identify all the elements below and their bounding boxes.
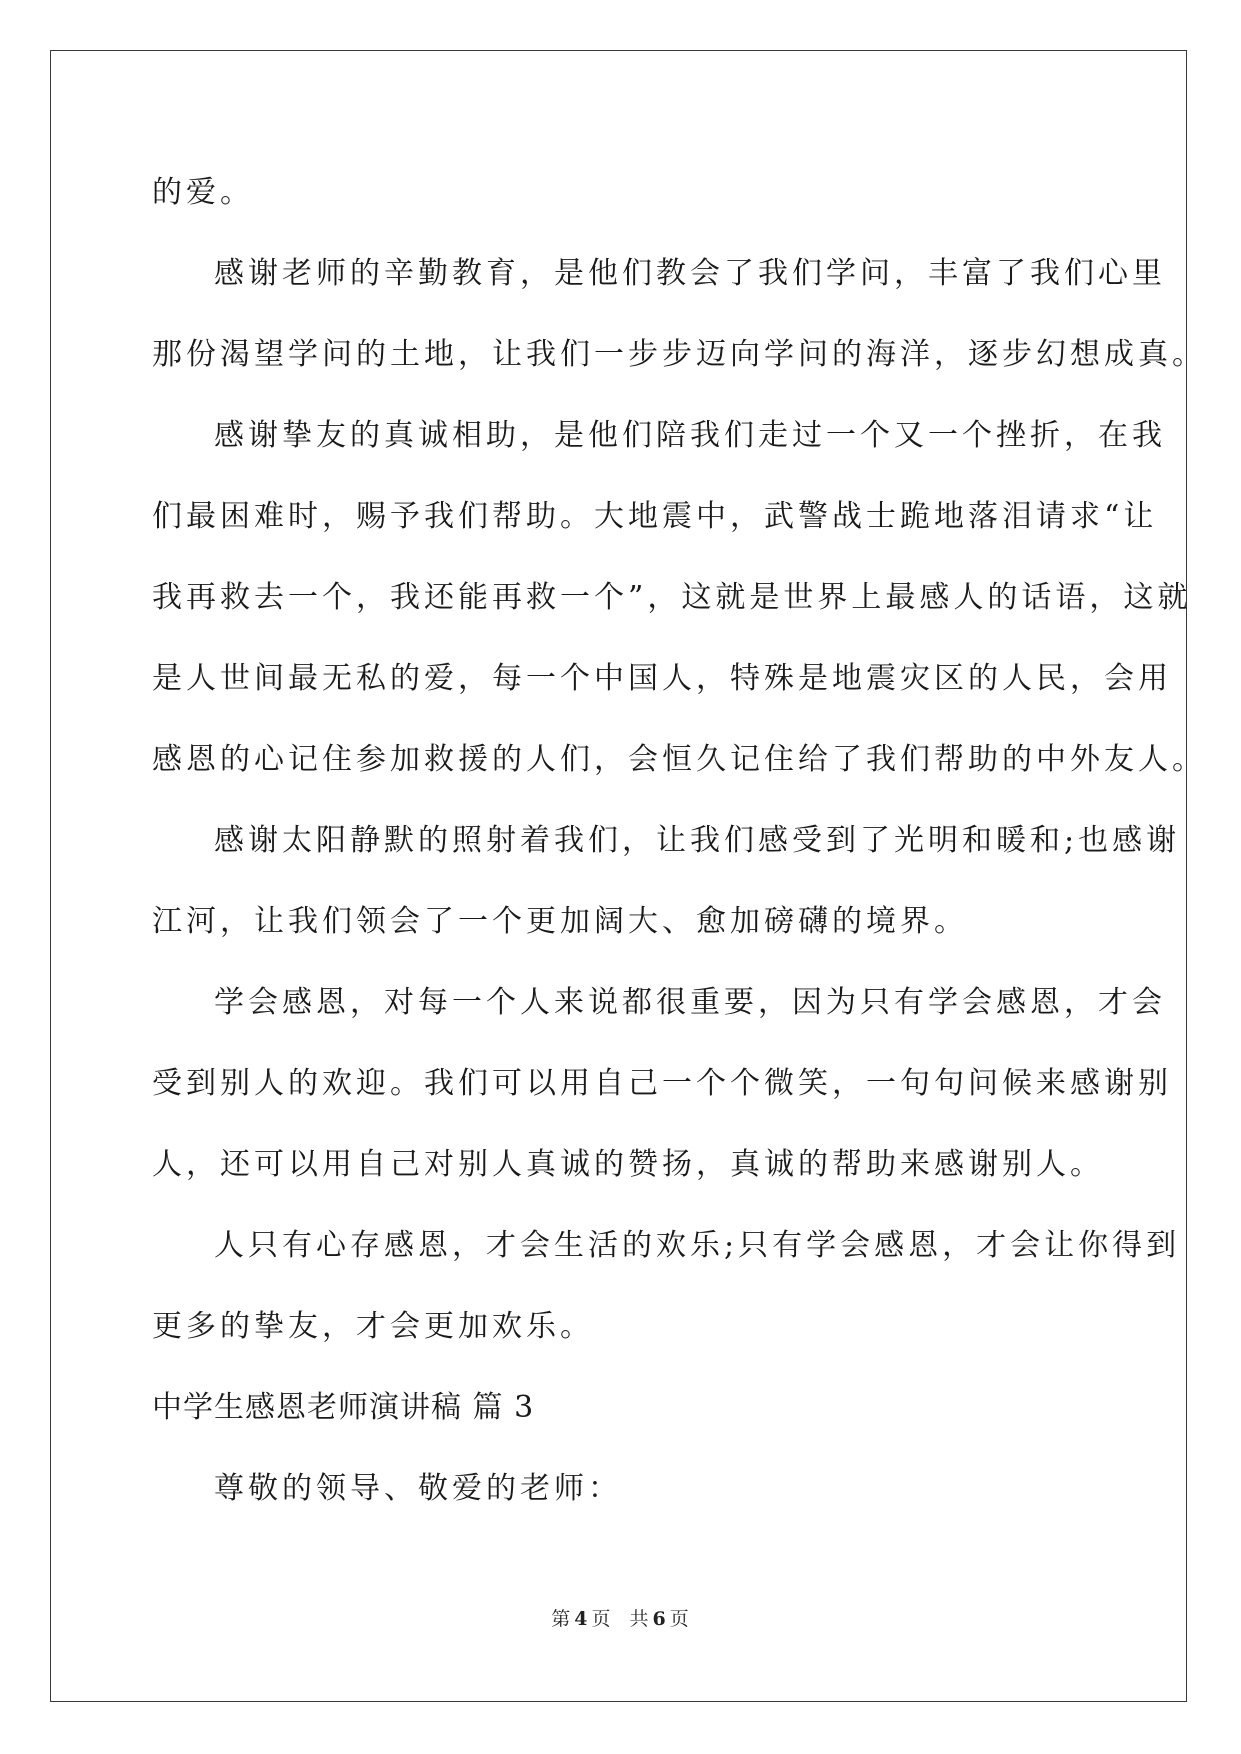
document-body bbox=[152, 152, 1206, 1529]
paragraph-start: 感谢老师的辛勤教育，是他们教会了我们学问，丰富了我们心里 bbox=[214, 256, 1166, 291]
page-number-footer bbox=[0, 1604, 1241, 1631]
paragraph-start: 学会感恩，对每一个人来说都很重要，因为只有学会感恩，才会 bbox=[214, 985, 1166, 1020]
text-line: 更多的挚友，才会更加欢乐。 bbox=[152, 1309, 594, 1344]
paragraph-start: 感谢挚友的真诚相助，是他们陪我们走过一个又一个挫折，在我 bbox=[214, 418, 1166, 453]
footer-prefix: 第 bbox=[551, 1608, 572, 1630]
text-line: 江河，让我们领会了一个更加阔大、愈加磅礴的境界。 bbox=[152, 904, 968, 939]
text-line: 是人世间最无私的爱，每一个中国人，特殊是地震灾区的人民，会用 bbox=[152, 661, 1172, 696]
text-line: 的爱。 bbox=[152, 175, 254, 210]
section-heading: 中学生感恩老师演讲稿 篇 3 bbox=[152, 1390, 535, 1425]
text-line: 我再救去一个，我还能再救一个”，这就是世界上最感人的话语，这就 bbox=[152, 580, 1192, 615]
footer-page-suffix: 页 bbox=[591, 1608, 612, 1630]
text-line: 受到别人的欢迎。我们可以用自己一个个微笑，一句句问候来感谢别 bbox=[152, 1066, 1172, 1101]
text-line: 那份渴望学问的土地，让我们一步步迈向学问的海洋，逐步幻想成真。 bbox=[152, 337, 1206, 372]
salutation: 尊敬的领导、敬爱的老师： bbox=[214, 1471, 622, 1506]
current-page-number: 4 bbox=[574, 1608, 589, 1630]
footer-total-suffix: 页 bbox=[669, 1608, 690, 1630]
paragraph-start: 感谢太阳静默的照射着我们，让我们感受到了光明和暖和;也感谢 bbox=[214, 823, 1181, 858]
text-line: 人，还可以用自己对别人真诚的赞扬，真诚的帮助来感谢别人。 bbox=[152, 1147, 1104, 1182]
total-pages-number: 6 bbox=[652, 1608, 667, 1630]
text-line: 感恩的心记住参加救援的人们，会恒久记住给了我们帮助的中外友人。 bbox=[152, 742, 1206, 777]
footer-total-prefix: 共 bbox=[629, 1608, 650, 1630]
paragraph-start: 人只有心存感恩，才会生活的欢乐;只有学会感恩，才会让你得到 bbox=[214, 1228, 1181, 1263]
text-line: 们最困难时，赐予我们帮助。大地震中，武警战士跪地落泪请求“让 bbox=[152, 499, 1158, 534]
